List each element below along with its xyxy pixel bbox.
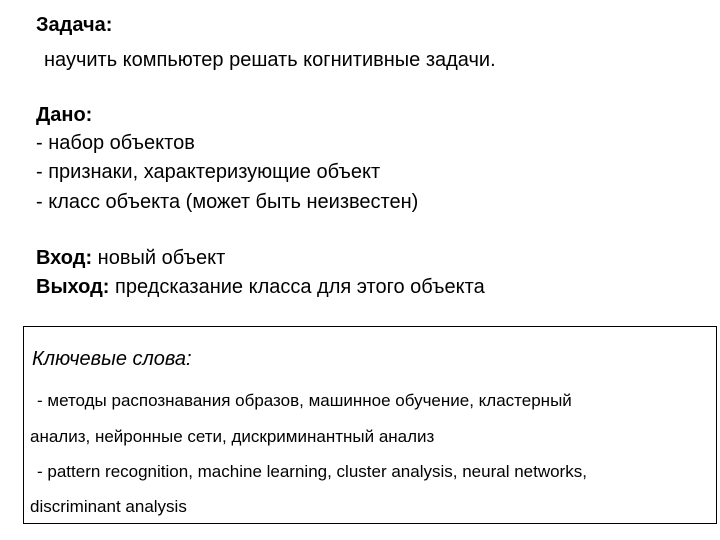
output-line	[36, 275, 485, 299]
input-text: новый объект	[92, 247, 226, 269]
given-heading: Дано:	[36, 104, 93, 126]
task-text: научить компьютер решать когнитивные задачи.	[44, 49, 496, 71]
input-label: Вход:	[36, 247, 93, 269]
given-item-objects: - набор объектов	[36, 132, 195, 154]
given-item-class: - класс объекта (может быть неизвестен)	[36, 191, 419, 213]
keywords-line-en-2: discriminant analysis	[30, 497, 187, 516]
task-heading: Задача:	[36, 14, 113, 36]
output-text: предсказание класса для этого объекта	[109, 276, 485, 298]
keywords-line-ru-2: анализ, нейронные сети, дискриминантный анализ	[30, 427, 435, 446]
input-line	[36, 246, 225, 270]
keywords-line-en-1: - pattern recognition, machine learning, cluster analysis, neural networks,	[37, 462, 587, 481]
keywords-box	[23, 326, 717, 524]
keywords-line-ru-1: - методы распознавания образов, машинное обучение, кластерный	[37, 391, 572, 410]
keywords-title: Ключевые слова:	[32, 348, 192, 370]
given-item-features: - признаки, характеризующие объект	[36, 161, 381, 183]
output-label: Выход:	[36, 276, 110, 298]
